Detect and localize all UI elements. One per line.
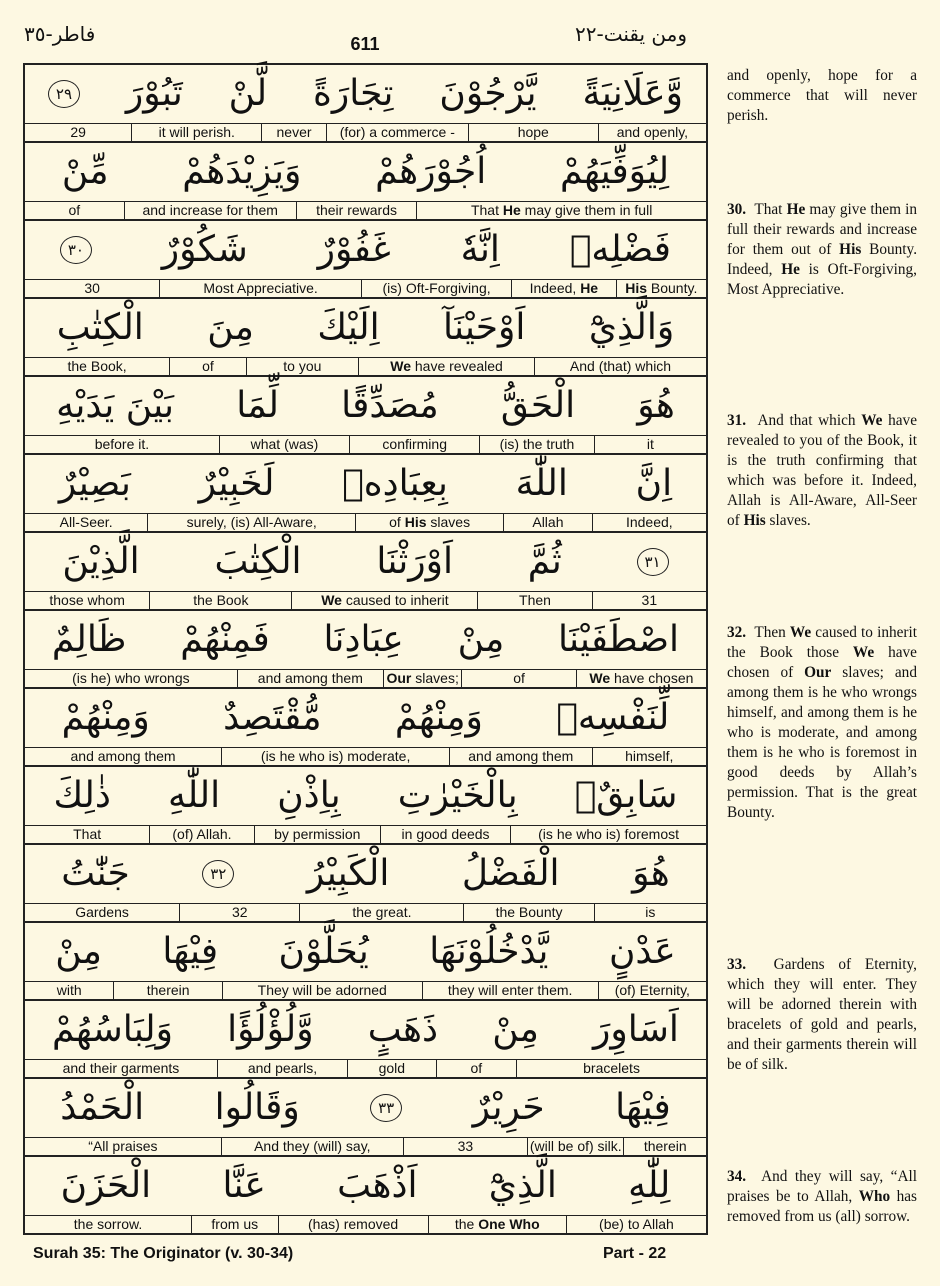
arabic-line (25, 1001, 706, 1059)
word-translation-cell: 30 (25, 280, 160, 297)
word-translation-cell: and their garments (25, 1060, 218, 1077)
word-translation-cell: (is) the truth (480, 436, 594, 453)
footer-surah: Surah 35: The Originator (v. 30-34) (33, 1245, 294, 1262)
word-translation-cell: Most Appreciative. (160, 280, 362, 297)
arabic-word: هُوَ (632, 853, 670, 894)
word-translation-cell: of (25, 202, 125, 219)
verse-row (25, 1001, 706, 1079)
word-translation-cell: those whom (25, 592, 150, 609)
arabic-word: اَذْهَبَ (337, 1165, 418, 1206)
arabic-word: الْحَزَنَ (60, 1165, 152, 1206)
arabic-word: يُحَلَّوْنَ (278, 931, 369, 972)
translation-line (25, 357, 706, 375)
word-translation-cell: We have chosen (589, 670, 694, 686)
word-translation-cell: His Bounty. (625, 280, 698, 296)
word-translation-cell: by permission (255, 826, 381, 843)
word-translation-cell: 33 (404, 1138, 528, 1155)
arabic-line (25, 767, 706, 825)
word-translation-cell: (of) Allah. (150, 826, 254, 843)
word-translation-cell: And (that) which (569, 358, 672, 374)
word-translation-cell: to you (247, 358, 359, 375)
page-number: 611 (350, 34, 380, 54)
arabic-line (25, 377, 706, 435)
translation-paragraph (727, 200, 917, 300)
arabic-word: الَّذِيْٓ (488, 1165, 557, 1206)
arabic-word: الْحَمْدُ (60, 1087, 145, 1128)
word-by-word-grid (23, 63, 708, 1235)
verse-number: 33. (727, 956, 747, 973)
arabic-word: الْكِتٰبِ (56, 307, 144, 348)
arabic-word: اِنَّهٗ (460, 229, 500, 270)
arabic-word: بِالْخَيْرٰتِ (397, 775, 518, 816)
word-translation-cell: All-Seer. (25, 514, 148, 531)
verse-row (25, 1157, 706, 1235)
arabic-word: الْفَضْلُ (461, 853, 560, 894)
surah-header: فاطر-٣٥ (24, 22, 96, 46)
word-translation-cell: bracelets (583, 1060, 640, 1076)
verse-row (25, 611, 706, 689)
word-translation-cell: in good deeds (381, 826, 511, 843)
verse-row (25, 533, 706, 611)
word-translation-cell: Then (478, 592, 592, 609)
verse-number-marker: ٣٢ (202, 860, 234, 888)
arabic-word: اُجُوْرَهُمْ (375, 151, 487, 192)
word-translation-cell: (for) a commerce - (327, 124, 469, 141)
arabic-word: مِنْ (457, 619, 505, 660)
arabic-word: فِيْهَا (615, 1087, 671, 1128)
word-translation-cell: (has) removed (279, 1216, 429, 1233)
arabic-word: الْكَبِيْرُ (306, 853, 390, 894)
translation-paragraph (727, 623, 917, 823)
word-translation-cell: That He may give them in full (470, 202, 653, 218)
verse-number-marker: ٢٩ (48, 80, 80, 108)
word-translation-cell: 29 (25, 124, 132, 141)
arabic-word: شَكُوْرٌ (161, 229, 248, 270)
arabic-word: وَمِنْهُمْ (394, 697, 483, 738)
arabic-word: ظَالِمٌ (51, 619, 127, 660)
translation-line (25, 1215, 706, 1233)
arabic-word: بِعِبَادِهٖ (342, 463, 448, 504)
word-translation-cell: the Book (150, 592, 292, 609)
verse-row (25, 455, 706, 533)
word-translation-cell: the Book, (25, 358, 170, 375)
verse-row (25, 767, 706, 845)
arabic-word: هُوَ (637, 385, 675, 426)
verse-row (25, 689, 706, 767)
arabic-word: مُّقْتَصِدٌ (223, 697, 322, 738)
word-translation-cell: it (646, 436, 654, 452)
word-translation-cell: from us (192, 1216, 279, 1233)
word-translation-cell: Indeed, He (512, 280, 616, 297)
arabic-word: ثُمَّ (527, 541, 562, 582)
arabic-word: لَّنْ (228, 73, 268, 114)
word-translation-cell: 31 (641, 592, 658, 608)
verse-row (25, 923, 706, 1001)
arabic-word: لِيُوَفِّيَهُمْ (560, 151, 670, 192)
word-translation-cell: the Bounty (464, 904, 594, 921)
arabic-word: مُصَدِّقًا (341, 385, 439, 426)
arabic-word: وَّلُؤْلُؤًا (227, 1009, 314, 1050)
verse-row (25, 65, 706, 143)
verse-row (25, 221, 706, 299)
translation-paragraph (727, 955, 917, 1075)
arabic-word: لِّمَا (236, 385, 279, 426)
verse-number: 34. (727, 1168, 747, 1185)
word-translation-cell: what (was) (220, 436, 350, 453)
part-header: ومن يقنت-٢٢ (575, 22, 688, 46)
verse-row (25, 1079, 706, 1157)
verse-translation-text: That He may give them in full their rewards and increase for them out of His Bounty. Indeed, He is Oft-Forgiving, Most Appreciative. (727, 201, 918, 298)
word-translation-cell: and increase for them (125, 202, 297, 219)
arabic-word: عَنَّا (222, 1165, 266, 1206)
arabic-word: بَصِيْرٌ (58, 463, 131, 504)
arabic-word: الْكِتٰبَ (214, 541, 302, 582)
arabic-word: وَيَزِيْدَهُمْ (182, 151, 302, 192)
verse-row (25, 143, 706, 221)
arabic-word: مِنْ (492, 1009, 539, 1050)
word-translation-cell: is (645, 904, 656, 920)
arabic-word: فَمِنْهُمْ (180, 619, 270, 660)
translation-line (25, 513, 706, 531)
arabic-line (25, 221, 706, 279)
arabic-line (25, 845, 706, 903)
word-translation-cell: of (462, 670, 576, 687)
arabic-word: وَالَّذِيْٓ (588, 307, 675, 348)
verse-number-marker: ٣٠ (60, 236, 92, 264)
verse-translation-text: And they will say, “All praises be to Allah, Who has removed from us (all) sorrow. (727, 1168, 918, 1225)
arabic-line (25, 65, 706, 123)
arabic-word: يَّرْجُوْنَ (439, 73, 537, 114)
arabic-word: عَدْنٍ (608, 931, 676, 972)
footer-part: Part - 22 (603, 1245, 667, 1262)
translation-line (25, 123, 706, 141)
arabic-line (25, 455, 706, 513)
verse-translation-text: Then We caused to inherit the Book those We have chosen of Our slaves; and among them is he who wrongs himself, and among them is he who is moderate, and among them is he who is foremost in good deeds by Allah’s permission. That is the great Bounty. (727, 624, 918, 821)
verse-number-marker: ٣١ (637, 548, 669, 576)
word-translation-cell: the great. (300, 904, 464, 921)
arabic-word: وَلِبَاسُهُمْ (52, 1009, 173, 1050)
arabic-word: عِبَادِنَا (323, 619, 404, 660)
word-translation-cell: never (262, 124, 327, 141)
arabic-word: فِيْهَا (162, 931, 219, 972)
word-translation-cell: We have revealed (359, 358, 535, 375)
arabic-word: يَّدْخُلُوْنَهَا (429, 931, 549, 972)
translation-line (25, 825, 706, 843)
word-translation-cell: of (437, 1060, 518, 1077)
arabic-line (25, 611, 706, 669)
arabic-word: سَابِقٌۢ (574, 775, 678, 816)
word-translation-cell: (is he who is) foremost (538, 826, 679, 842)
arabic-word: ذٰلِكَ (53, 775, 111, 816)
word-translation-cell: Gardens (25, 904, 180, 921)
verse-number: 31. (727, 412, 747, 429)
arabic-word: مِنْ (55, 931, 102, 972)
word-translation-cell: they will enter them. (423, 982, 599, 999)
arabic-line (25, 299, 706, 357)
verse-number: 30. (727, 201, 747, 218)
word-translation-cell: and openly, (616, 124, 689, 140)
translation-line (25, 435, 706, 453)
word-translation-cell: gold (348, 1060, 436, 1077)
translation-line (25, 669, 706, 687)
word-translation-cell: 32 (180, 904, 300, 921)
translation-paragraph (727, 1167, 917, 1227)
arabic-word: ذَهَبٍ (367, 1009, 439, 1050)
translation-line (25, 1137, 706, 1155)
arabic-word: اللّٰهِ (167, 775, 221, 816)
arabic-word: وَمِنْهُمْ (61, 697, 150, 738)
word-translation-cell: Indeed, (625, 514, 673, 530)
arabic-word: مِّنْ (61, 151, 109, 192)
word-translation-cell: Allah (504, 514, 592, 531)
arabic-line (25, 923, 706, 981)
word-translation-cell: (is he who is) moderate, (222, 748, 450, 765)
word-translation-cell: hope (469, 124, 599, 141)
arabic-word: الَّذِيْنَ (62, 541, 140, 582)
verse-translation-text: and openly, hope for a commerce that will never perish. (727, 67, 918, 124)
word-translation-cell: their rewards (297, 202, 417, 219)
arabic-word: تِجَارَةً (312, 73, 394, 114)
arabic-word: الْحَقُّ (500, 385, 576, 426)
verse-row (25, 299, 706, 377)
word-translation-cell: and among them (25, 748, 222, 765)
translation-line (25, 201, 706, 219)
word-translation-cell: Our slaves; (384, 670, 463, 687)
arabic-word: بِاِذْنِ (277, 775, 341, 816)
verse-row (25, 845, 706, 923)
arabic-word: وَّعَلَانِيَةً (582, 73, 683, 114)
word-translation-cell: of His slaves (356, 514, 504, 531)
verse-number-marker: ٣٣ (370, 1094, 402, 1122)
word-translation-cell: and among them (238, 670, 384, 687)
arabic-word: اِلَيْكَ (317, 307, 380, 348)
arabic-word: وَقَالُوا (214, 1087, 300, 1128)
arabic-word: مِنَ (207, 307, 254, 348)
word-translation-cell: They will be adorned (223, 982, 423, 999)
arabic-line (25, 143, 706, 201)
arabic-word: اَوْرَثْنَا (376, 541, 453, 582)
verse-translation-text: Gardens of Eternity, which they will enter. They will be adorned therein with bracelets of gold and pearls, and their garments therein will be of silk. (727, 956, 918, 1073)
word-translation-cell: of (170, 358, 247, 375)
arabic-word: لِّنَفْسِهٖ (556, 697, 670, 738)
word-translation-cell: it will perish. (132, 124, 262, 141)
translation-line (25, 747, 706, 765)
word-translation-cell: We caused to inherit (292, 592, 478, 609)
word-translation-cell: “All praises (25, 1138, 222, 1155)
arabic-word: جَنّٰتُ (61, 853, 130, 894)
arabic-word: تَبُوْرَ (125, 73, 183, 114)
arabic-word: لِلّٰهِ (628, 1165, 671, 1206)
arabic-line (25, 1157, 706, 1215)
translation-line (25, 591, 706, 609)
word-translation-cell: (of) Eternity, (614, 982, 690, 998)
arabic-word: اللّٰهَ (515, 463, 568, 504)
arabic-word: اِنَّ (635, 463, 673, 504)
word-translation-cell: the sorrow. (25, 1216, 192, 1233)
arabic-word: اَوْحَيْنَآ (443, 307, 526, 348)
word-translation-cell: and pearls, (218, 1060, 348, 1077)
translation-line (25, 903, 706, 921)
verse-translation-text: And that which We have revealed to you of the Book, it is the truth confirming that which was before it. Indeed, Allah is All-Aware, All-Seer of His slaves. (727, 412, 918, 529)
arabic-line (25, 533, 706, 591)
arabic-line (25, 689, 706, 747)
word-translation-cell: That (25, 826, 150, 843)
translation-line (25, 279, 706, 297)
arabic-word: لَخَبِيْرٌ (198, 463, 275, 504)
word-translation-cell: therein (643, 1138, 687, 1154)
word-translation-cell: confirming (350, 436, 480, 453)
arabic-word: فَضْلِهٖ (569, 229, 671, 270)
translation-paragraph (727, 66, 917, 126)
word-translation-cell: And they (will) say, (222, 1138, 404, 1155)
arabic-word: غَفُوْرٌ (317, 229, 391, 270)
arabic-line (25, 1079, 706, 1137)
word-translation-cell: with (25, 982, 114, 999)
word-translation-cell: the One Who (429, 1216, 567, 1233)
arabic-word: حَرِيْرٌ (472, 1087, 545, 1128)
translation-line (25, 1059, 706, 1077)
word-translation-cell: and among them (450, 748, 592, 765)
word-translation-cell: (be) to Allah (599, 1216, 674, 1232)
word-translation-cell: himself, (625, 748, 674, 764)
word-translation-cell: (is he) who wrongs (25, 670, 238, 687)
verse-row (25, 377, 706, 455)
translation-line (25, 981, 706, 999)
translation-paragraph (727, 411, 917, 531)
arabic-word: بَيْنَ يَدَيْهِ (56, 385, 175, 426)
arabic-word: اصْطَفَيْنَا (558, 619, 680, 660)
verse-number: 32. (727, 624, 747, 641)
word-translation-cell: (will be of) silk. (528, 1138, 624, 1155)
word-translation-cell: (is) Oft-Forgiving, (362, 280, 512, 297)
word-translation-cell: therein (114, 982, 222, 999)
word-translation-cell: before it. (25, 436, 220, 453)
arabic-word: اَسَاوِرَ (592, 1009, 679, 1050)
word-translation-cell: surely, (is) All-Aware, (148, 514, 356, 531)
